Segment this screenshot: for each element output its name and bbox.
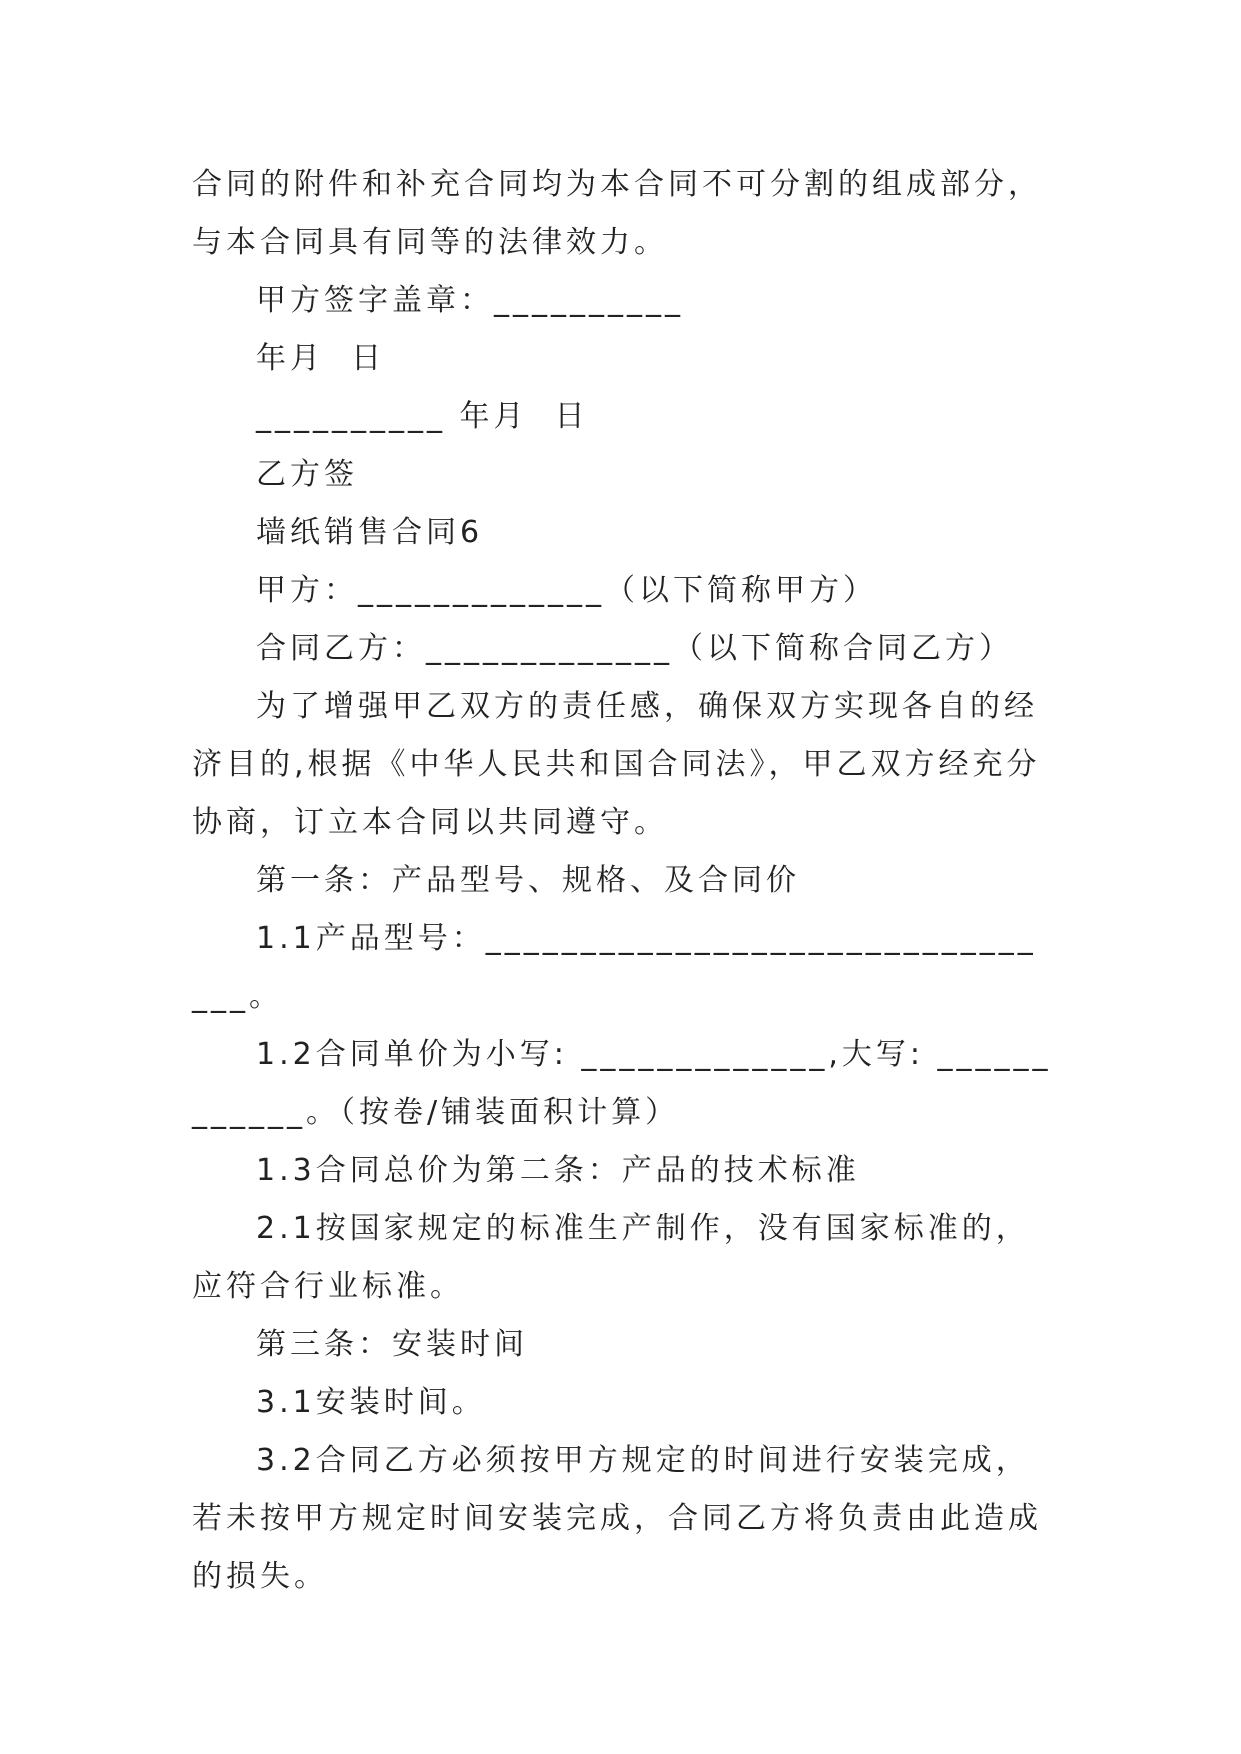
paragraph-preamble: 为了增强甲乙双方的责任感，确保双方实现各自的经济目的,根据《中华人民共和国合同法》，甲乙双方经充分协商，订立本合同以共同遵守。 <box>192 689 1041 840</box>
clause-1-2: 1.2合同单价为小写: _____________,大写: ____________。（按卷/铺装面积计算） <box>192 1037 1052 1130</box>
party-b-signature-line: 乙方签 <box>256 457 358 492</box>
article-1-heading: 第一条：产品型号、规格、及合同价 <box>256 863 800 898</box>
paragraph-annex-validity: 合同的附件和补充合同均为本合同不可分割的组成部分，与本合同具有同等的法律效力。 <box>192 167 1042 260</box>
clause-1-1: 1.1产品型号：________________________________。 <box>192 921 1037 1014</box>
party-a-signature-line: 甲方签字盖章：__________ <box>256 283 684 318</box>
clause-3-2: 3.2合同乙方必须按甲方规定的时间进行安装完成，若未按甲方规定时间安装完成，合同乙方将负责由此造成的损失。 <box>192 1443 1042 1594</box>
document-body <box>192 156 1052 1606</box>
party-a-line: 甲方：_____________（以下简称甲方） <box>256 573 877 608</box>
contract-title: 墙纸销售合同6 <box>256 515 484 550</box>
date-line-with-blank: __________ 年月 日 <box>256 399 589 434</box>
date-line: 年月 日 <box>256 341 386 376</box>
clause-3-1: 3.1安装时间。 <box>256 1385 486 1420</box>
clause-2-1: 2.1按国家规定的标准生产制作，没有国家标准的，应符合行业标准。 <box>192 1211 1030 1304</box>
clause-1-3: 1.3合同总价为第二条：产品的技术标准 <box>256 1153 860 1188</box>
article-3-heading: 第三条：安装时间 <box>256 1327 528 1362</box>
party-b-line: 合同乙方：_____________（以下简称合同乙方） <box>256 631 1013 666</box>
